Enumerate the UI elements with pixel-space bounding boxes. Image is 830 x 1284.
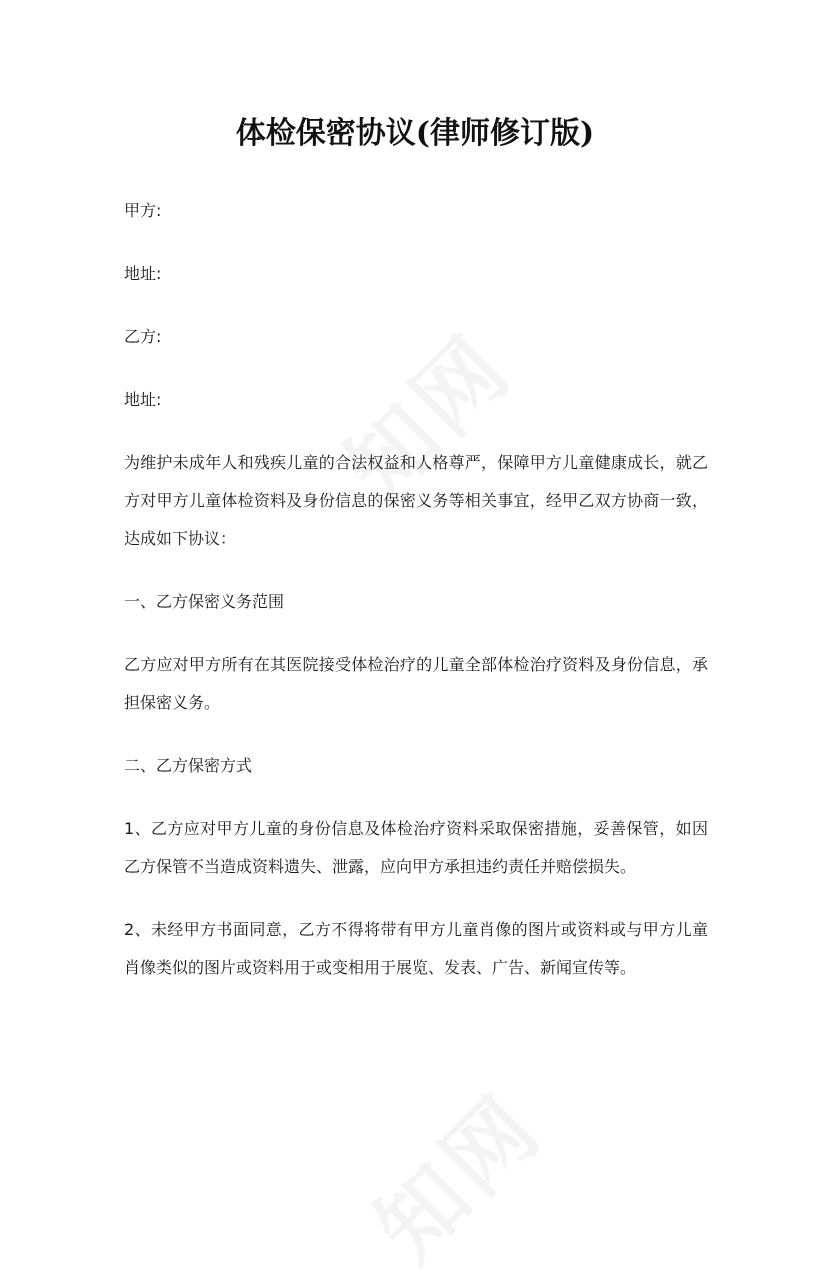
party-b-field: 乙方: [124, 327, 162, 346]
section-heading: 二、乙方保密方式 [124, 756, 253, 775]
party-a-field: 甲方: [124, 201, 162, 220]
preamble-paragraph: 为维护未成年人和残疾儿童的合法权益和人格尊严，保障甲方儿童健康成长，就乙方对甲方儿童体检资料及身份信息的保密义务等相关事宜，经甲乙双方协商一致，达成如下协议： [124, 453, 708, 548]
section-heading: 一、乙方保密义务范围 [124, 592, 285, 611]
address-b-field: 地址: [124, 390, 162, 409]
clause-paragraph: 1、乙方应对甲方儿童的身份信息及体检治疗资料采取保密措施，妥善保管，如因乙方保管不当造成资料遗失、泄露，应向甲方承担违约责任并赔偿损失。 [124, 819, 708, 876]
document-title: 体检保密协议(律师修订版) [235, 116, 595, 151]
address-a-field: 地址: [124, 264, 162, 283]
section-paragraph: 乙方应对甲方所有在其医院接受体检治疗的儿童全部体检治疗资料及身份信息，承担保密义务。 [124, 655, 708, 712]
clause-paragraph: 2、未经甲方书面同意，乙方不得将带有甲方儿童肖像的图片或资料或与甲方儿童肖像类似的图片或资料用于或变相用于展览、发表、广告、新闻宣传等。 [124, 920, 708, 977]
document-body [124, 192, 708, 1012]
watermark [343, 1062, 565, 1284]
